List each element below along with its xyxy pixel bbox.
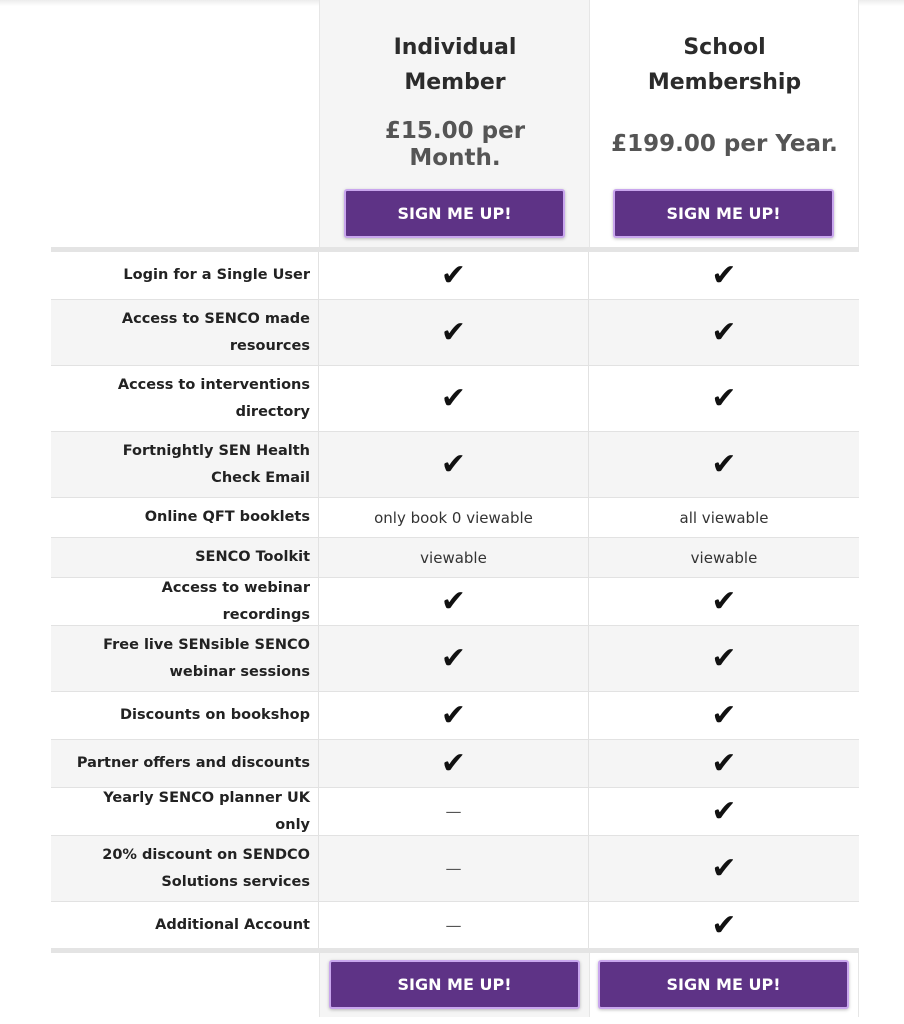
school-plan-price [590,131,859,158]
feature-label-text: Partner offers and discounts [76,755,310,772]
feature-row [51,836,859,902]
individual-included-cell [319,626,589,691]
feature-value: viewable [420,548,487,567]
individual-included-cell [319,366,589,431]
feature-row [51,252,859,300]
school-included-cell [589,836,859,901]
feature-label [51,836,319,901]
individual-included-cell [319,692,589,739]
feature-row [51,498,859,538]
dash-icon: — [445,859,462,878]
individual-excluded-cell [319,902,589,949]
dash-icon: — [445,802,462,821]
plan-name-line: Member [404,70,506,95]
feature-label [51,578,319,625]
individual-footer-signup-button[interactable]: SIGN ME UP! [329,960,580,1009]
check-icon: ✔ [440,314,467,350]
check-icon: ✔ [711,446,737,482]
feature-label [51,300,319,365]
feature-label-text: Free live SENsible SENCO webinar sessions [103,637,310,680]
feature-value: only book 0 viewable [374,508,533,527]
check-icon: ✔ [440,745,467,781]
check-icon: ✔ [711,380,737,416]
feature-value: all viewable [679,508,769,527]
check-icon: ✔ [711,907,737,943]
feature-label [51,252,319,299]
check-icon: ✔ [440,257,467,293]
feature-row [51,692,859,740]
feature-row [51,538,859,578]
school-plan-name [590,30,859,100]
price-line: £15.00 per [384,118,526,144]
school-footer-signup-button[interactable]: SIGN ME UP! [598,960,849,1009]
school-included-cell [589,366,859,431]
feature-label [51,498,319,537]
school-included-cell [589,902,859,949]
feature-row [51,578,859,626]
feature-row [51,902,859,950]
school-included-cell [589,788,859,835]
individual-value-cell [319,538,589,577]
individual-included-cell [319,432,589,497]
feature-label-text: Login for a Single User [123,267,310,284]
feature-value: viewable [690,548,758,567]
individual-plan-price [320,118,590,172]
feature-label [51,692,319,739]
feature-label-text: Discounts on bookshop [119,707,310,724]
school-included-cell [589,252,859,299]
school-included-cell [589,300,859,365]
school-included-cell [589,740,859,787]
school-included-cell [589,432,859,497]
school-included-cell [589,626,859,691]
feature-label-text: Fortnightly SEN Health Check Email [122,443,310,486]
feature-label [51,740,319,787]
footer-separator [51,948,859,953]
feature-label-text: Additional Account [155,917,310,934]
school-value-cell [589,498,859,537]
plan-name-line: Membership [647,70,802,95]
feature-row [51,300,859,366]
check-icon: ✔ [440,380,467,416]
price-line: £199.00 per Year. [611,131,838,157]
check-icon: ✔ [440,640,467,676]
price-line: Month. [409,145,501,171]
dash-icon: — [445,916,462,935]
individual-plan-name [320,30,590,100]
plan-name-line: Individual [393,35,517,60]
individual-included-cell [319,252,589,299]
check-icon: ✔ [440,697,467,733]
feature-label-text: Access to interventions directory [117,377,310,420]
check-icon: ✔ [711,745,737,781]
check-icon: ✔ [711,850,737,886]
feature-label [51,538,319,577]
feature-label [51,788,319,835]
feature-row [51,366,859,432]
individual-signup-button[interactable]: SIGN ME UP! [344,189,565,238]
feature-table [51,252,859,950]
feature-label-text: Online QFT booklets [144,509,310,526]
plan-name-line: School [683,35,766,60]
feature-label [51,902,319,949]
feature-label-text: SENCO Toolkit [195,549,310,566]
feature-label [51,626,319,691]
individual-value-cell [319,498,589,537]
check-icon: ✔ [711,640,737,676]
check-icon: ✔ [711,314,737,350]
feature-row [51,740,859,788]
school-value-cell [589,538,859,577]
check-icon: ✔ [440,583,467,619]
feature-row [51,626,859,692]
individual-excluded-cell [319,788,589,835]
check-icon: ✔ [711,697,737,733]
feature-row [51,432,859,498]
school-included-cell [589,692,859,739]
check-icon: ✔ [711,257,737,293]
feature-label-text: Yearly SENCO planner UK only [103,790,310,833]
individual-included-cell [319,578,589,625]
feature-label-text: 20% discount on SENDCO Solutions services [102,847,310,890]
individual-included-cell [319,300,589,365]
feature-label-text: Access to SENCO made resources [121,311,310,354]
individual-included-cell [319,740,589,787]
check-icon: ✔ [711,583,737,619]
school-included-cell [589,578,859,625]
check-icon: ✔ [711,793,737,829]
individual-excluded-cell [319,836,589,901]
feature-label [51,432,319,497]
feature-label-text: Access to webinar recordings [161,580,310,623]
school-signup-button[interactable]: SIGN ME UP! [613,189,834,238]
check-icon: ✔ [440,446,467,482]
feature-row [51,788,859,836]
feature-label [51,366,319,431]
